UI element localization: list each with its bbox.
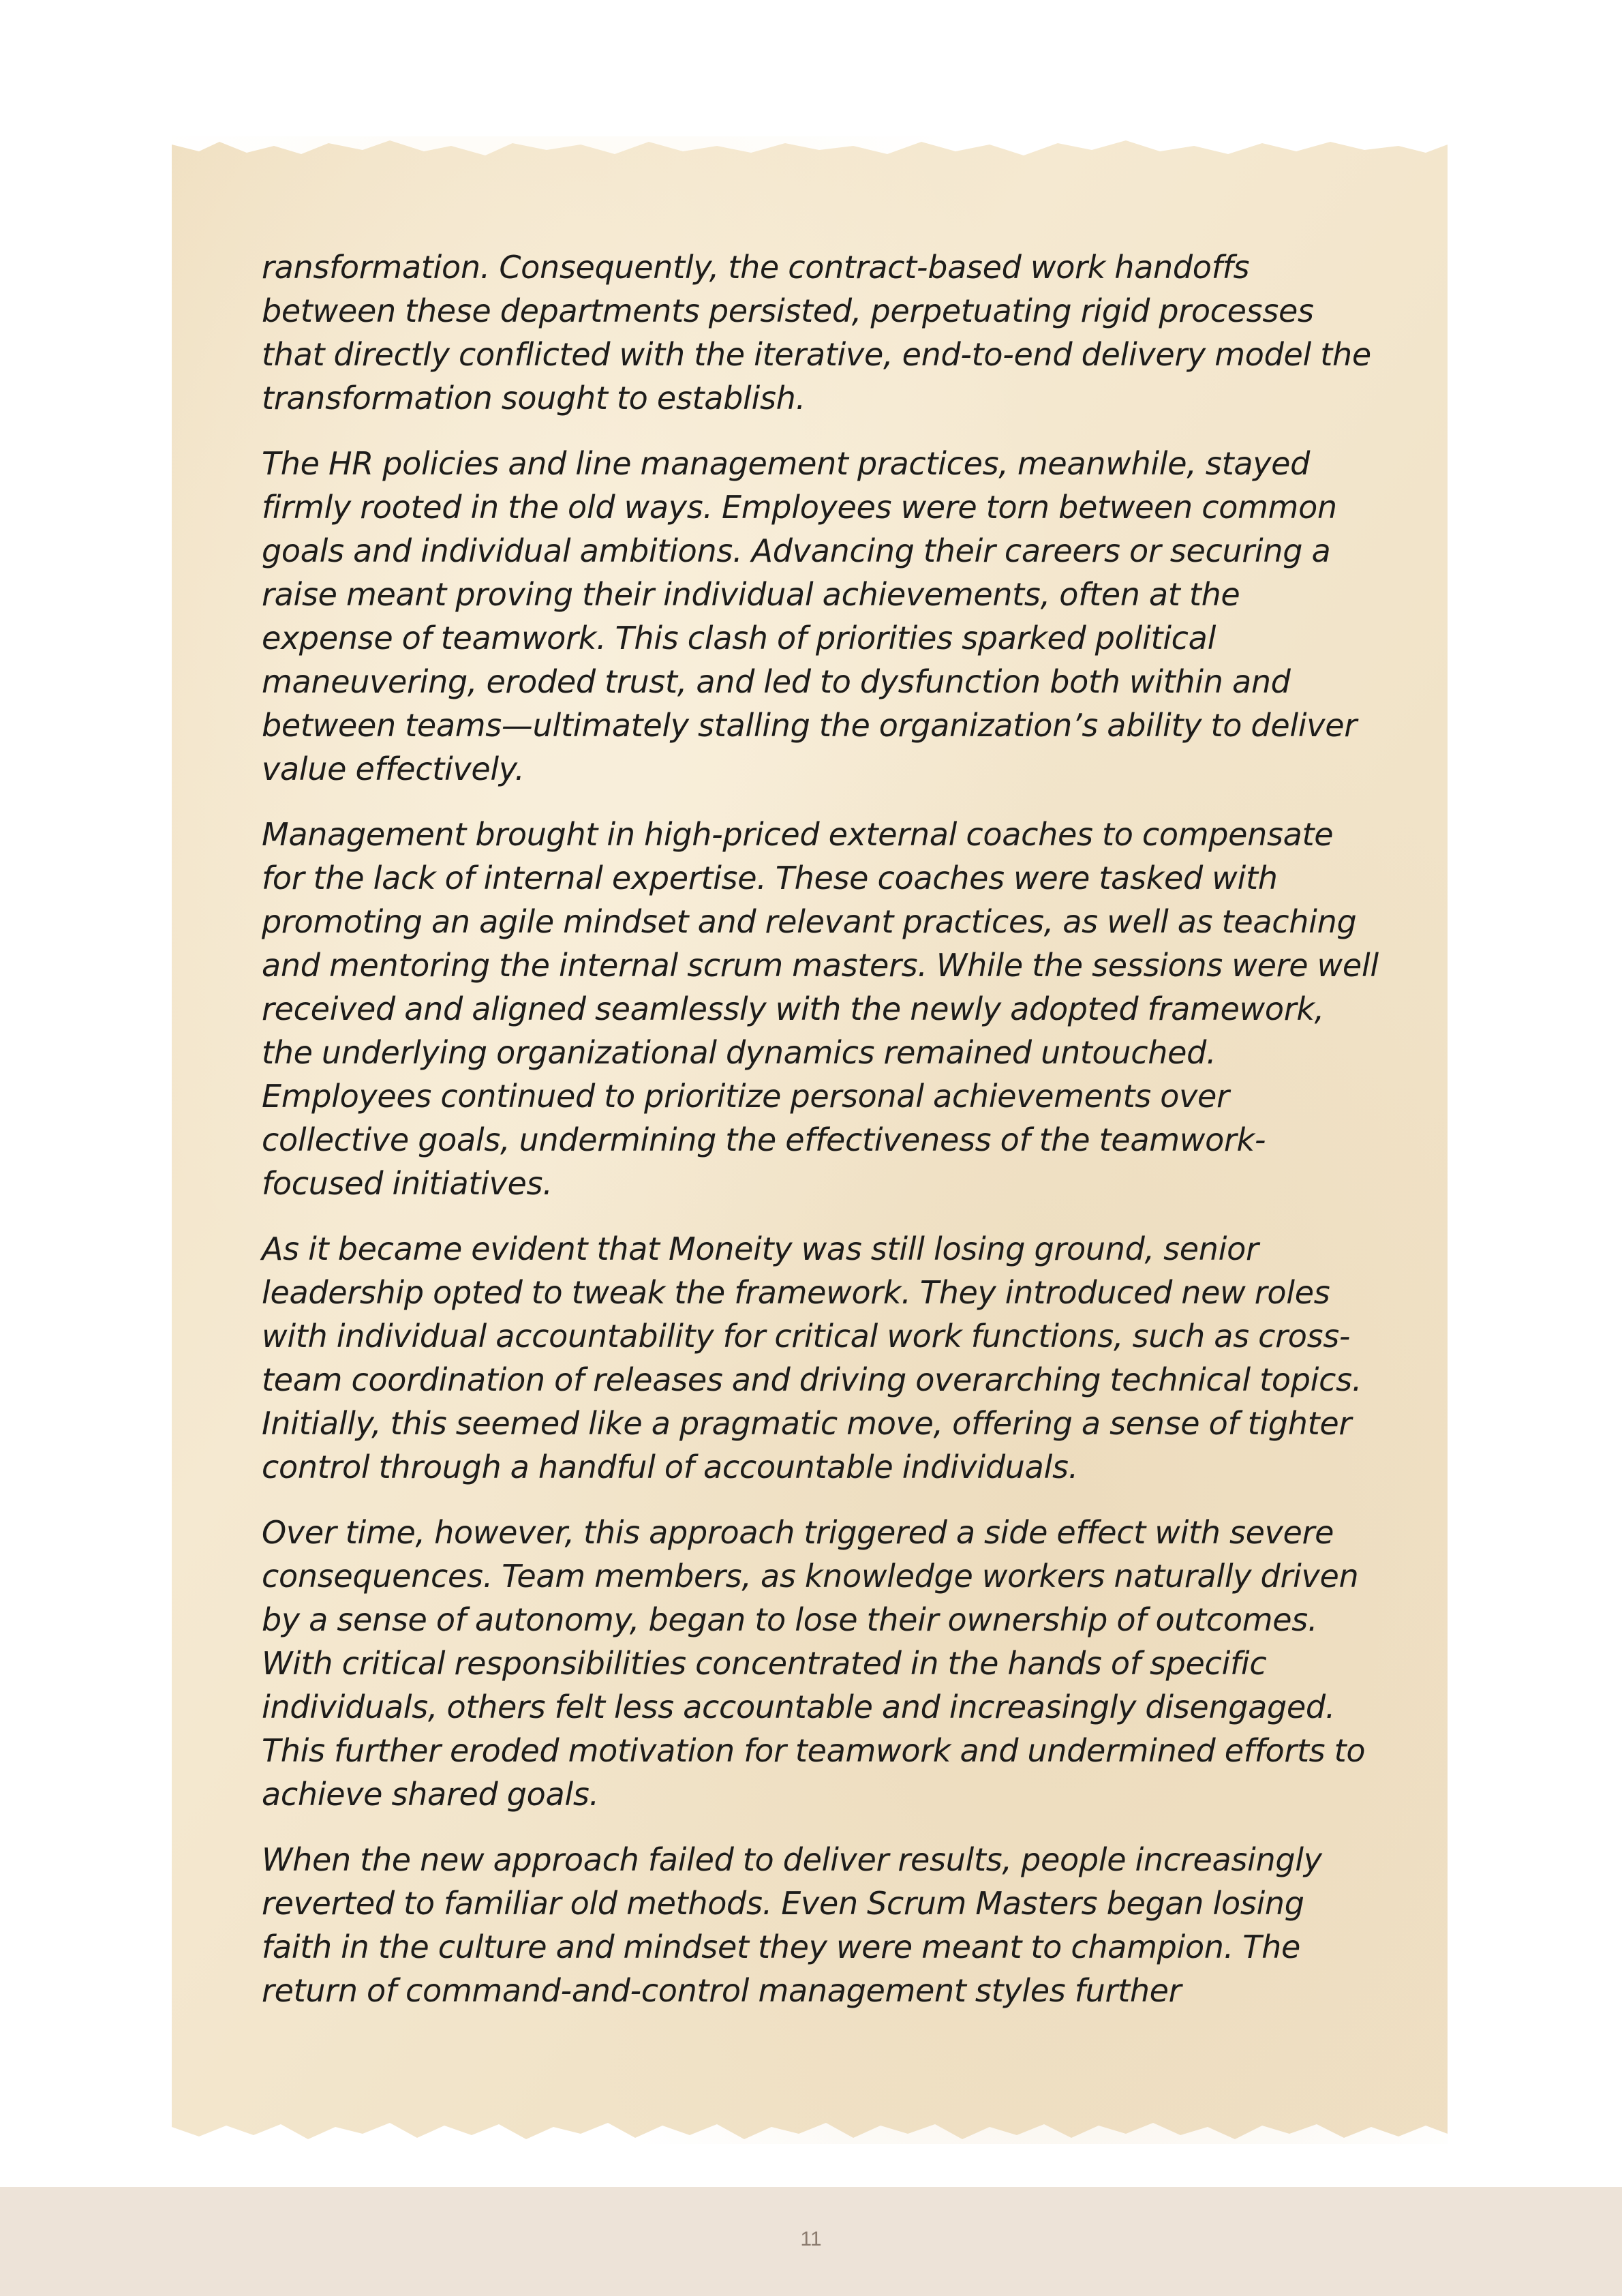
page-number: 11 bbox=[800, 2228, 822, 2250]
paragraph: The HR policies and line management practices, meanwhile, stayed firmly rooted in the old ways. Employees were torn between common goals and individual ambitions. Advancing their careers or securing a raise meant proving their individual achievements, often at the expense of teamwork. This clash of priorities sparked political maneuvering, eroded trust, and led to dysfunction both within and between teams—ultimately stalling the organization’s ability to deliver value effectively. bbox=[262, 445, 1357, 787]
paragraph: Management brought in high-priced external coaches to compensate for the lack of internal expertise. These coaches were tasked with promoting an agile mindset and relevant practices, as well as teaching and mentoring the internal scrum masters. While the sessions were well received and aligned seamlessly with the newly adopted framework, the underlying organizational dynamics remained untouched. Employees continued to prioritize personal achievements over collective goals, undermining the effectiveness of the teamwork-focused initiatives. bbox=[262, 816, 1379, 1202]
torn-paper-panel bbox=[172, 136, 1448, 2144]
body-text bbox=[262, 245, 1379, 2034]
paragraph: ransformation. Consequently, the contract-based work handoffs between these departments persisted, perpetuating rigid processes that directly conflicted with the iterative, end-to-end delivery model the transformation sought to establish. bbox=[262, 249, 1371, 417]
paragraph: Over time, however, this approach triggered a side effect with severe consequences. Team members, as knowledge workers naturally driven by a sense of autonomy, began to lose their ownership of outcomes. With critical responsibilities concentrated in the hands of specific individuals, others felt less accountable and increasingly disengaged. This further eroded motivation for teamwork and undermined efforts to achieve shared goals. bbox=[262, 1514, 1366, 1813]
paragraph: As it became evident that Moneity was still losing ground, senior leadership opted to tweak the framework. They introduced new roles with individual accountability for critical work functions, such as cross-team coordination of releases and driving overarching technical topics. Initially, this seemed like a pragmatic move, offering a sense of tighter control through a handful of accountable individuals. bbox=[262, 1230, 1362, 1485]
paragraph: When the new approach failed to deliver results, people increasingly reverted to familiar old methods. Even Scrum Masters began losing faith in the culture and mindset they were meant to champion. The return of command-and-control management styles further bbox=[262, 1841, 1322, 2009]
